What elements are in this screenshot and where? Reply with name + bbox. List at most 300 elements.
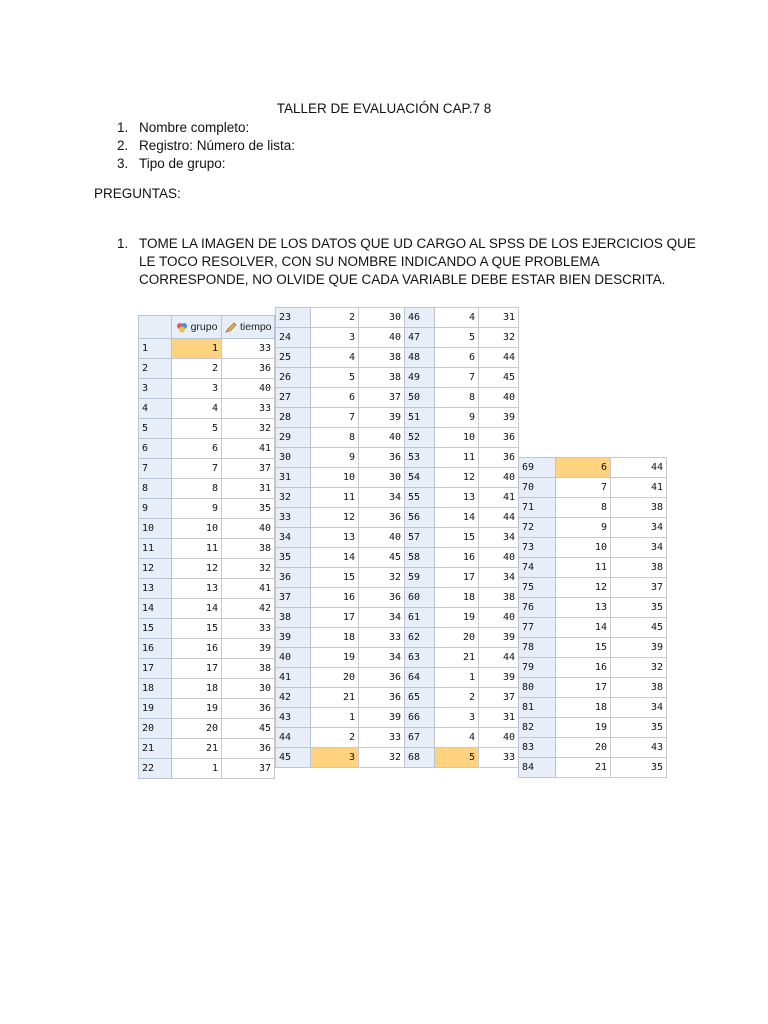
row-number-cell[interactable]: 61 (405, 608, 435, 628)
column-header-tiempo[interactable]: tiempo (222, 316, 275, 339)
grupo-cell[interactable]: 16 (556, 658, 611, 678)
info-item-name: Nombre completo: (139, 120, 250, 135)
grupo-cell[interactable]: 3 (172, 379, 222, 399)
tiempo-cell[interactable]: 33 (359, 628, 405, 648)
tiempo-cell[interactable]: 36 (359, 588, 405, 608)
grupo-cell[interactable]: 4 (435, 728, 479, 748)
spss-data-table-1 (138, 315, 275, 779)
tiempo-cell[interactable]: 39 (611, 638, 667, 658)
table-row (139, 579, 275, 599)
row-number-cell[interactable]: 23 (276, 308, 311, 328)
row-number-cell[interactable]: 38 (276, 608, 311, 628)
tiempo-cell[interactable]: 33 (359, 728, 405, 748)
table-row (139, 699, 275, 719)
grupo-cell[interactable]: 20 (556, 738, 611, 758)
grupo-cell[interactable]: 8 (311, 428, 359, 448)
tiempo-cell[interactable]: 34 (479, 528, 519, 548)
row-number-cell[interactable]: 34 (276, 528, 311, 548)
table-row (405, 688, 519, 708)
row-number-cell[interactable]: 21 (139, 739, 172, 759)
grupo-cell[interactable]: 6 (311, 388, 359, 408)
row-number-cell[interactable]: 63 (405, 648, 435, 668)
tiempo-cell[interactable]: 40 (479, 468, 519, 488)
grupo-cell[interactable]: 18 (556, 698, 611, 718)
grupo-cell[interactable]: 14 (311, 548, 359, 568)
tiempo-cell[interactable]: 42 (222, 599, 275, 619)
table-row (405, 668, 519, 688)
grupo-cell[interactable]: 11 (435, 448, 479, 468)
grupo-cell[interactable]: 2 (311, 308, 359, 328)
tiempo-cell[interactable]: 34 (611, 518, 667, 538)
tiempo-cell[interactable]: 33 (222, 619, 275, 639)
tiempo-cell[interactable]: 32 (359, 748, 405, 768)
row-number-cell[interactable]: 37 (276, 588, 311, 608)
grupo-cell[interactable]: 8 (172, 479, 222, 499)
row-number-cell[interactable]: 22 (139, 759, 172, 779)
row-number-cell[interactable]: 49 (405, 368, 435, 388)
tiempo-cell[interactable]: 37 (359, 388, 405, 408)
tiempo-cell[interactable]: 40 (479, 388, 519, 408)
row-number-cell[interactable]: 51 (405, 408, 435, 428)
row-number-cell[interactable]: 11 (139, 539, 172, 559)
tiempo-cell[interactable]: 41 (611, 478, 667, 498)
tiempo-cell[interactable]: 32 (479, 328, 519, 348)
table-row (139, 739, 275, 759)
tiempo-cell[interactable]: 36 (222, 699, 275, 719)
grupo-cell[interactable]: 1 (311, 708, 359, 728)
grupo-cell[interactable]: 12 (435, 468, 479, 488)
row-number-cell[interactable]: 12 (139, 559, 172, 579)
table-row (139, 399, 275, 419)
grupo-cell[interactable]: 7 (311, 408, 359, 428)
tiempo-cell[interactable]: 38 (359, 348, 405, 368)
tiempo-cell[interactable]: 39 (479, 628, 519, 648)
table-row (139, 519, 275, 539)
selected-grupo-cell[interactable]: 6 (556, 458, 611, 478)
row-number-cell[interactable]: 81 (519, 698, 556, 718)
grupo-cell[interactable]: 5 (311, 368, 359, 388)
row-number-cell[interactable]: 75 (519, 578, 556, 598)
tiempo-cell[interactable]: 40 (359, 328, 405, 348)
tiempo-cell[interactable]: 36 (479, 448, 519, 468)
grupo-cell[interactable]: 19 (435, 608, 479, 628)
info-item: 2. Registro: Número de lista: (117, 138, 296, 153)
tiempo-cell[interactable]: 30 (359, 468, 405, 488)
table-row (139, 639, 275, 659)
preguntas-heading: PREGUNTAS: (94, 186, 181, 201)
row-number-cell[interactable]: 77 (519, 618, 556, 638)
grupo-cell[interactable]: 9 (172, 499, 222, 519)
tiempo-cell[interactable]: 35 (611, 718, 667, 738)
tiempo-cell[interactable]: 35 (611, 598, 667, 618)
selected-grupo-cell[interactable]: 5 (435, 748, 479, 768)
tiempo-cell[interactable]: 45 (359, 548, 405, 568)
row-number-cell[interactable]: 30 (276, 448, 311, 468)
tiempo-cell[interactable]: 31 (479, 708, 519, 728)
corner-cell (139, 316, 172, 339)
tiempo-cell[interactable]: 36 (222, 359, 275, 379)
row-number-cell[interactable]: 66 (405, 708, 435, 728)
tiempo-cell[interactable]: 44 (479, 508, 519, 528)
row-number-cell[interactable]: 44 (276, 728, 311, 748)
row-number-cell[interactable]: 55 (405, 488, 435, 508)
row-number-cell[interactable]: 47 (405, 328, 435, 348)
table-row (519, 558, 667, 578)
row-number-cell[interactable]: 65 (405, 688, 435, 708)
grupo-cell[interactable]: 14 (172, 599, 222, 619)
grupo-cell[interactable]: 13 (311, 528, 359, 548)
row-number-cell[interactable]: 68 (405, 748, 435, 768)
grupo-cell[interactable]: 20 (311, 668, 359, 688)
grupo-cell[interactable]: 3 (311, 328, 359, 348)
column-header-grupo[interactable]: grupo (172, 316, 222, 339)
tiempo-cell[interactable]: 34 (479, 568, 519, 588)
tiempo-cell[interactable]: 38 (611, 558, 667, 578)
tiempo-cell[interactable]: 34 (611, 698, 667, 718)
table-row (405, 628, 519, 648)
tiempo-cell[interactable]: 38 (222, 539, 275, 559)
grupo-cell[interactable]: 7 (556, 478, 611, 498)
tiempo-cell[interactable]: 36 (359, 668, 405, 688)
tiempo-cell[interactable]: 40 (479, 608, 519, 628)
grupo-cell[interactable]: 2 (311, 728, 359, 748)
row-number-cell[interactable]: 50 (405, 388, 435, 408)
table-row (276, 648, 405, 668)
tiempo-cell[interactable]: 35 (611, 758, 667, 778)
tiempo-cell[interactable]: 39 (359, 708, 405, 728)
grupo-cell[interactable]: 20 (435, 628, 479, 648)
row-number-cell[interactable]: 72 (519, 518, 556, 538)
row-number-cell[interactable]: 57 (405, 528, 435, 548)
grupo-cell[interactable]: 4 (172, 399, 222, 419)
tiempo-cell[interactable]: 38 (479, 588, 519, 608)
row-number-cell[interactable]: 42 (276, 688, 311, 708)
tiempo-cell[interactable]: 40 (479, 548, 519, 568)
tiempo-cell[interactable]: 38 (359, 368, 405, 388)
row-number-cell[interactable]: 79 (519, 658, 556, 678)
table-row (276, 668, 405, 688)
tiempo-cell[interactable]: 37 (479, 688, 519, 708)
tiempo-cell[interactable]: 34 (359, 488, 405, 508)
grupo-cell[interactable]: 12 (172, 559, 222, 579)
row-number-cell[interactable]: 40 (276, 648, 311, 668)
selected-grupo-cell[interactable]: 3 (311, 748, 359, 768)
row-number-cell[interactable]: 28 (276, 408, 311, 428)
grupo-cell[interactable]: 16 (172, 639, 222, 659)
grupo-cell[interactable]: 17 (311, 608, 359, 628)
tiempo-cell[interactable]: 36 (479, 428, 519, 448)
row-number-cell[interactable]: 29 (276, 428, 311, 448)
table-row (276, 528, 405, 548)
tiempo-cell[interactable]: 35 (222, 499, 275, 519)
row-number-cell[interactable]: 3 (139, 379, 172, 399)
grupo-cell[interactable]: 4 (435, 308, 479, 328)
grupo-cell[interactable]: 2 (172, 359, 222, 379)
row-number-cell[interactable]: 82 (519, 718, 556, 738)
info-item-registro: Registro: Número de lista: (139, 138, 296, 153)
tiempo-cell[interactable]: 30 (222, 679, 275, 699)
table-row (405, 588, 519, 608)
row-number-cell[interactable]: 9 (139, 499, 172, 519)
grupo-cell[interactable]: 13 (435, 488, 479, 508)
tiempo-cell[interactable]: 36 (359, 688, 405, 708)
tiempo-cell[interactable]: 37 (611, 578, 667, 598)
question-1 (117, 235, 697, 289)
row-number-cell[interactable]: 54 (405, 468, 435, 488)
grupo-cell[interactable]: 15 (172, 619, 222, 639)
grupo-cell[interactable]: 2 (435, 688, 479, 708)
tiempo-cell[interactable]: 38 (611, 498, 667, 518)
grupo-cell[interactable]: 5 (172, 419, 222, 439)
row-number-cell[interactable]: 15 (139, 619, 172, 639)
row-number-cell[interactable]: 7 (139, 459, 172, 479)
tiempo-cell[interactable]: 37 (222, 459, 275, 479)
row-number-cell[interactable]: 13 (139, 579, 172, 599)
row-number-cell[interactable]: 67 (405, 728, 435, 748)
row-number-cell[interactable]: 18 (139, 679, 172, 699)
tiempo-cell[interactable]: 45 (222, 719, 275, 739)
table-row (276, 388, 405, 408)
row-number-cell[interactable]: 69 (519, 458, 556, 478)
row-number-cell[interactable]: 31 (276, 468, 311, 488)
table-row (519, 738, 667, 758)
tiempo-cell[interactable]: 31 (222, 479, 275, 499)
tiempo-cell[interactable]: 36 (359, 508, 405, 528)
row-number-cell[interactable]: 62 (405, 628, 435, 648)
row-number-cell[interactable]: 33 (276, 508, 311, 528)
grupo-cell[interactable]: 16 (311, 588, 359, 608)
table-row (276, 308, 405, 328)
tiempo-cell[interactable]: 40 (222, 519, 275, 539)
row-number-cell[interactable]: 27 (276, 388, 311, 408)
table-row (139, 479, 275, 499)
grupo-cell[interactable]: 15 (311, 568, 359, 588)
spss-data-table-4 (518, 457, 667, 778)
tiempo-cell[interactable]: 45 (479, 368, 519, 388)
grupo-cell[interactable]: 15 (435, 528, 479, 548)
tiempo-cell[interactable]: 37 (222, 759, 275, 779)
row-number-cell[interactable]: 43 (276, 708, 311, 728)
scale-variable-icon (225, 322, 237, 333)
table-row (519, 618, 667, 638)
grupo-cell[interactable]: 20 (172, 719, 222, 739)
grupo-cell[interactable]: 7 (435, 368, 479, 388)
tiempo-cell[interactable]: 43 (611, 738, 667, 758)
tiempo-cell[interactable]: 39 (479, 668, 519, 688)
row-number-cell[interactable]: 5 (139, 419, 172, 439)
grupo-cell[interactable]: 19 (556, 718, 611, 738)
row-number-cell[interactable]: 6 (139, 439, 172, 459)
grupo-cell[interactable]: 13 (172, 579, 222, 599)
tiempo-cell[interactable]: 34 (611, 538, 667, 558)
grupo-cell[interactable]: 10 (556, 538, 611, 558)
table-row (276, 408, 405, 428)
grupo-cell[interactable]: 13 (556, 598, 611, 618)
tiempo-cell[interactable]: 45 (611, 618, 667, 638)
grupo-cell[interactable]: 11 (556, 558, 611, 578)
grupo-cell[interactable]: 19 (311, 648, 359, 668)
row-number-cell[interactable]: 84 (519, 758, 556, 778)
grupo-cell[interactable]: 14 (556, 618, 611, 638)
tiempo-cell[interactable]: 38 (222, 659, 275, 679)
tiempo-cell[interactable]: 44 (611, 458, 667, 478)
table-row (519, 458, 667, 478)
row-number-cell[interactable]: 10 (139, 519, 172, 539)
grupo-cell[interactable]: 21 (172, 739, 222, 759)
grupo-cell[interactable]: 6 (172, 439, 222, 459)
grupo-cell[interactable]: 9 (311, 448, 359, 468)
grupo-cell[interactable]: 1 (172, 759, 222, 779)
row-number-cell[interactable]: 39 (276, 628, 311, 648)
table-row (405, 488, 519, 508)
spss-data-table-3 (404, 307, 519, 768)
grupo-cell[interactable]: 12 (311, 508, 359, 528)
grupo-cell[interactable]: 21 (311, 688, 359, 708)
row-number-cell[interactable]: 80 (519, 678, 556, 698)
row-number-cell[interactable]: 17 (139, 659, 172, 679)
selected-grupo-cell[interactable]: 1 (172, 339, 222, 359)
grupo-cell[interactable]: 10 (435, 428, 479, 448)
row-number-cell[interactable]: 64 (405, 668, 435, 688)
tiempo-cell[interactable]: 32 (611, 658, 667, 678)
question-number: 1. (117, 236, 129, 251)
grupo-cell[interactable]: 1 (435, 668, 479, 688)
grupo-cell[interactable]: 17 (172, 659, 222, 679)
row-number-cell[interactable]: 48 (405, 348, 435, 368)
row-number-cell[interactable]: 60 (405, 588, 435, 608)
table-row (139, 539, 275, 559)
grupo-cell[interactable]: 18 (311, 628, 359, 648)
tiempo-cell[interactable]: 34 (359, 608, 405, 628)
row-number-cell[interactable]: 24 (276, 328, 311, 348)
tiempo-cell[interactable]: 44 (479, 648, 519, 668)
row-number-cell[interactable]: 41 (276, 668, 311, 688)
row-number-cell[interactable]: 45 (276, 748, 311, 768)
grupo-cell[interactable]: 9 (556, 518, 611, 538)
tiempo-cell[interactable]: 39 (479, 408, 519, 428)
grupo-cell[interactable]: 8 (435, 388, 479, 408)
table-row (276, 588, 405, 608)
tiempo-cell[interactable]: 41 (479, 488, 519, 508)
table-row (405, 548, 519, 568)
row-number-cell[interactable]: 52 (405, 428, 435, 448)
table-row (405, 608, 519, 628)
tiempo-cell[interactable]: 32 (222, 419, 275, 439)
table-row (405, 468, 519, 488)
grupo-cell[interactable]: 19 (172, 699, 222, 719)
table-row (276, 468, 405, 488)
grupo-cell[interactable]: 17 (556, 678, 611, 698)
row-number-cell[interactable]: 1 (139, 339, 172, 359)
grupo-cell[interactable]: 17 (435, 568, 479, 588)
table-row (276, 728, 405, 748)
tiempo-cell[interactable]: 40 (359, 428, 405, 448)
table-row (276, 488, 405, 508)
grupo-cell[interactable]: 10 (172, 519, 222, 539)
tiempo-cell[interactable]: 34 (359, 648, 405, 668)
row-number-cell[interactable]: 73 (519, 538, 556, 558)
grupo-cell[interactable]: 7 (172, 459, 222, 479)
grupo-cell[interactable]: 11 (172, 539, 222, 559)
row-number-cell[interactable]: 58 (405, 548, 435, 568)
row-number-cell[interactable]: 71 (519, 498, 556, 518)
row-number-cell[interactable]: 59 (405, 568, 435, 588)
grupo-cell[interactable]: 4 (311, 348, 359, 368)
row-number-cell[interactable]: 14 (139, 599, 172, 619)
tiempo-cell[interactable]: 33 (222, 399, 275, 419)
row-number-cell[interactable]: 2 (139, 359, 172, 379)
table-row (139, 719, 275, 739)
tiempo-cell[interactable]: 36 (222, 739, 275, 759)
grupo-cell[interactable]: 9 (435, 408, 479, 428)
row-number-cell[interactable]: 25 (276, 348, 311, 368)
row-number-cell[interactable]: 19 (139, 699, 172, 719)
tiempo-cell[interactable]: 36 (359, 448, 405, 468)
info-item: 3. Tipo de grupo: (117, 156, 226, 171)
grupo-cell[interactable]: 16 (435, 548, 479, 568)
row-number-cell[interactable]: 46 (405, 308, 435, 328)
tiempo-cell[interactable]: 39 (222, 639, 275, 659)
grupo-cell[interactable]: 3 (435, 708, 479, 728)
row-number-cell[interactable]: 16 (139, 639, 172, 659)
grupo-cell[interactable]: 14 (435, 508, 479, 528)
tiempo-cell[interactable]: 33 (479, 748, 519, 768)
tiempo-cell[interactable]: 41 (222, 579, 275, 599)
grupo-cell[interactable]: 18 (435, 588, 479, 608)
tiempo-cell[interactable]: 40 (222, 379, 275, 399)
grupo-cell[interactable]: 5 (435, 328, 479, 348)
row-number-cell[interactable]: 35 (276, 548, 311, 568)
grupo-cell[interactable]: 18 (172, 679, 222, 699)
tiempo-cell[interactable]: 32 (222, 559, 275, 579)
grupo-cell[interactable]: 15 (556, 638, 611, 658)
grupo-cell[interactable]: 11 (311, 488, 359, 508)
tiempo-cell[interactable]: 44 (479, 348, 519, 368)
row-number-cell[interactable]: 76 (519, 598, 556, 618)
tiempo-cell[interactable]: 40 (359, 528, 405, 548)
tiempo-cell[interactable]: 38 (611, 678, 667, 698)
row-number-cell[interactable]: 70 (519, 478, 556, 498)
grupo-cell[interactable]: 21 (435, 648, 479, 668)
spss-data-table-2 (275, 307, 405, 768)
table-row (276, 508, 405, 528)
row-number-cell[interactable]: 20 (139, 719, 172, 739)
row-number-cell[interactable]: 36 (276, 568, 311, 588)
tiempo-cell[interactable]: 32 (359, 568, 405, 588)
grupo-cell[interactable]: 6 (435, 348, 479, 368)
grupo-cell[interactable]: 21 (556, 758, 611, 778)
grupo-cell[interactable]: 8 (556, 498, 611, 518)
grupo-cell[interactable]: 12 (556, 578, 611, 598)
tiempo-cell[interactable]: 40 (479, 728, 519, 748)
tiempo-cell[interactable]: 31 (479, 308, 519, 328)
row-number-cell[interactable]: 26 (276, 368, 311, 388)
tiempo-cell[interactable]: 41 (222, 439, 275, 459)
row-number-cell[interactable]: 53 (405, 448, 435, 468)
tiempo-cell[interactable]: 33 (222, 339, 275, 359)
row-number-cell[interactable]: 32 (276, 488, 311, 508)
tiempo-cell[interactable]: 39 (359, 408, 405, 428)
row-number-cell[interactable]: 74 (519, 558, 556, 578)
row-number-cell[interactable]: 4 (139, 399, 172, 419)
tiempo-cell[interactable]: 30 (359, 308, 405, 328)
row-number-cell[interactable]: 56 (405, 508, 435, 528)
row-number-cell[interactable]: 8 (139, 479, 172, 499)
row-number-cell[interactable]: 78 (519, 638, 556, 658)
table-row (139, 679, 275, 699)
grupo-cell[interactable]: 10 (311, 468, 359, 488)
row-number-cell[interactable]: 83 (519, 738, 556, 758)
